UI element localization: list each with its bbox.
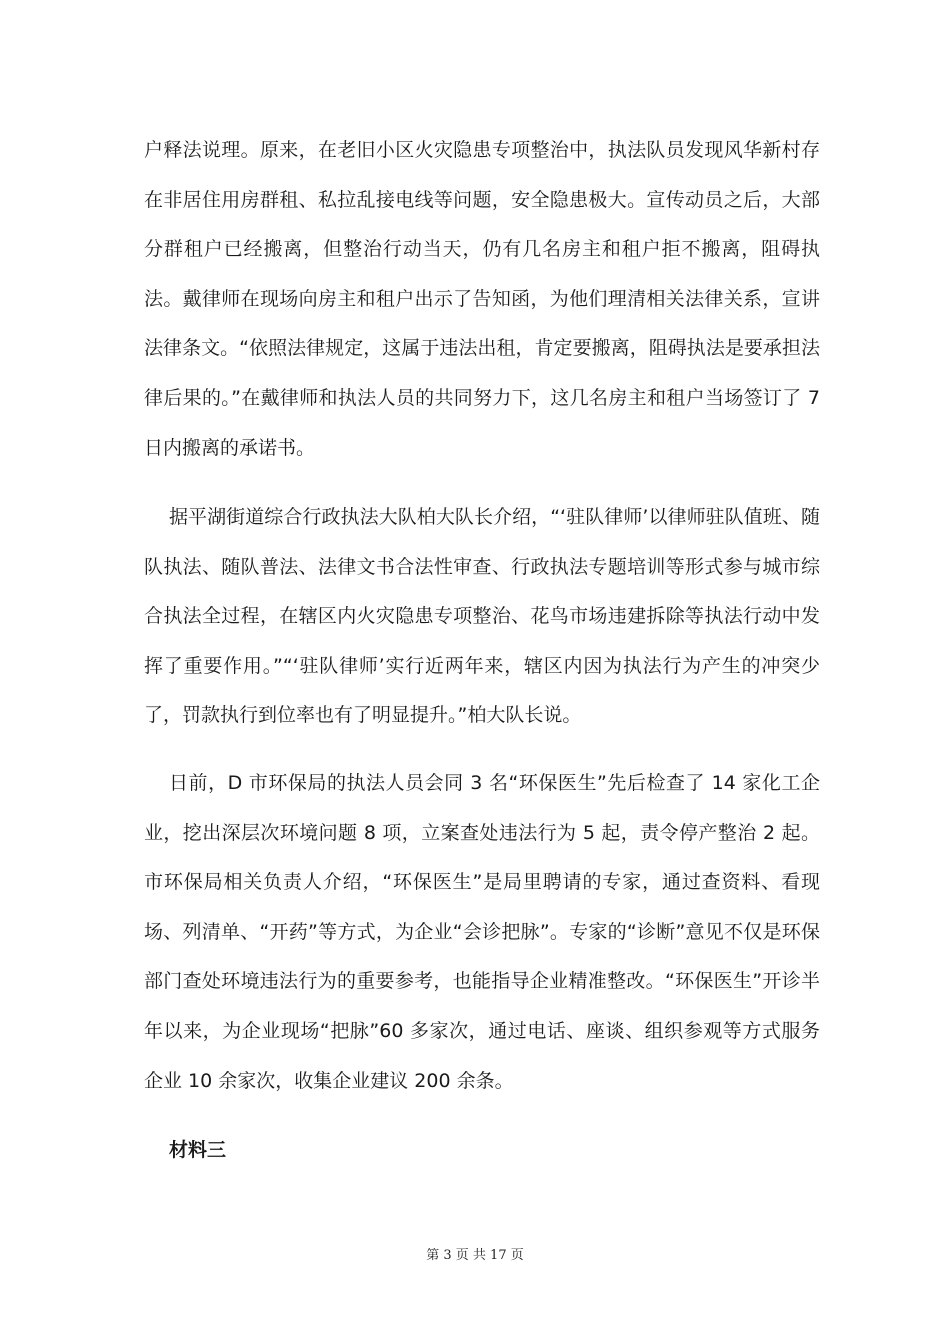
body-paragraph-2: 据平湖街道综合行政执法大队柏大队长介绍，“‘驻队律师’以律师驻队值班、随队执法、随队普法、法律文书合法性审查、行政执法专题培训等形式参与城市综合执法全过程，在辖区内火灾隐患专项整治、花鸟市场违建拆除等执法行动中发挥了重要作用。”“‘驻队律师’实行近两年来，辖区内因为执法行为产生的冲突少了，罚款执行到位率也有了明显提升。”柏大队长说。 [144, 506, 820, 727]
body-paragraph-3: 日前，D 市环保局的执法人员会同 3 名“环保医生”先后检查了 14 家化工企业，挖出深层次环境问题 8 项，立案查处违法行为 5 起，责令停产整治 2 起。市环保局相关负责人介绍，“环保医生”是局里聘请的专家，通过查资料、看现场、列清单、“开药”等方式，为企业“会诊把脉”。专家的“诊断”意见不仅是环保部门查处环境违法行为的重要参考，也能指导企业精准整改。“环保医生”开诊半年以来，为企业现场“把脉”60 多家次，通过电话、座谈、组织参观等方式服务企业 10 余家次，收集企业建议 200 余条。 [144, 772, 820, 1092]
body-paragraph-1: 户释法说理。原来，在老旧小区火灾隐患专项整治中，执法队员发现风华新村存在非居住用房群租、私拉乱接电线等问题，安全隐患极大。宣传动员之后，大部分群租户已经搬离，但整治行动当天，仍有几名房主和租户拒不搬离，阻碍执法。戴律师在现场向房主和租户出示了告知函，为他们理清相关法律关系，宣讲法律条文。“依照法律规定，这属于违法出租，肯定要搬离，阻碍执法是要承担法律后果的。”在戴律师和执法人员的共同努力下，这几名房主和租户当场签订了 7 日内搬离的承诺书。 [144, 139, 820, 459]
page-footer [0, 1244, 950, 1268]
page-number: 第 3 页 共 17 页 [426, 1248, 524, 1263]
section-heading: 材料三 [169, 1139, 227, 1161]
